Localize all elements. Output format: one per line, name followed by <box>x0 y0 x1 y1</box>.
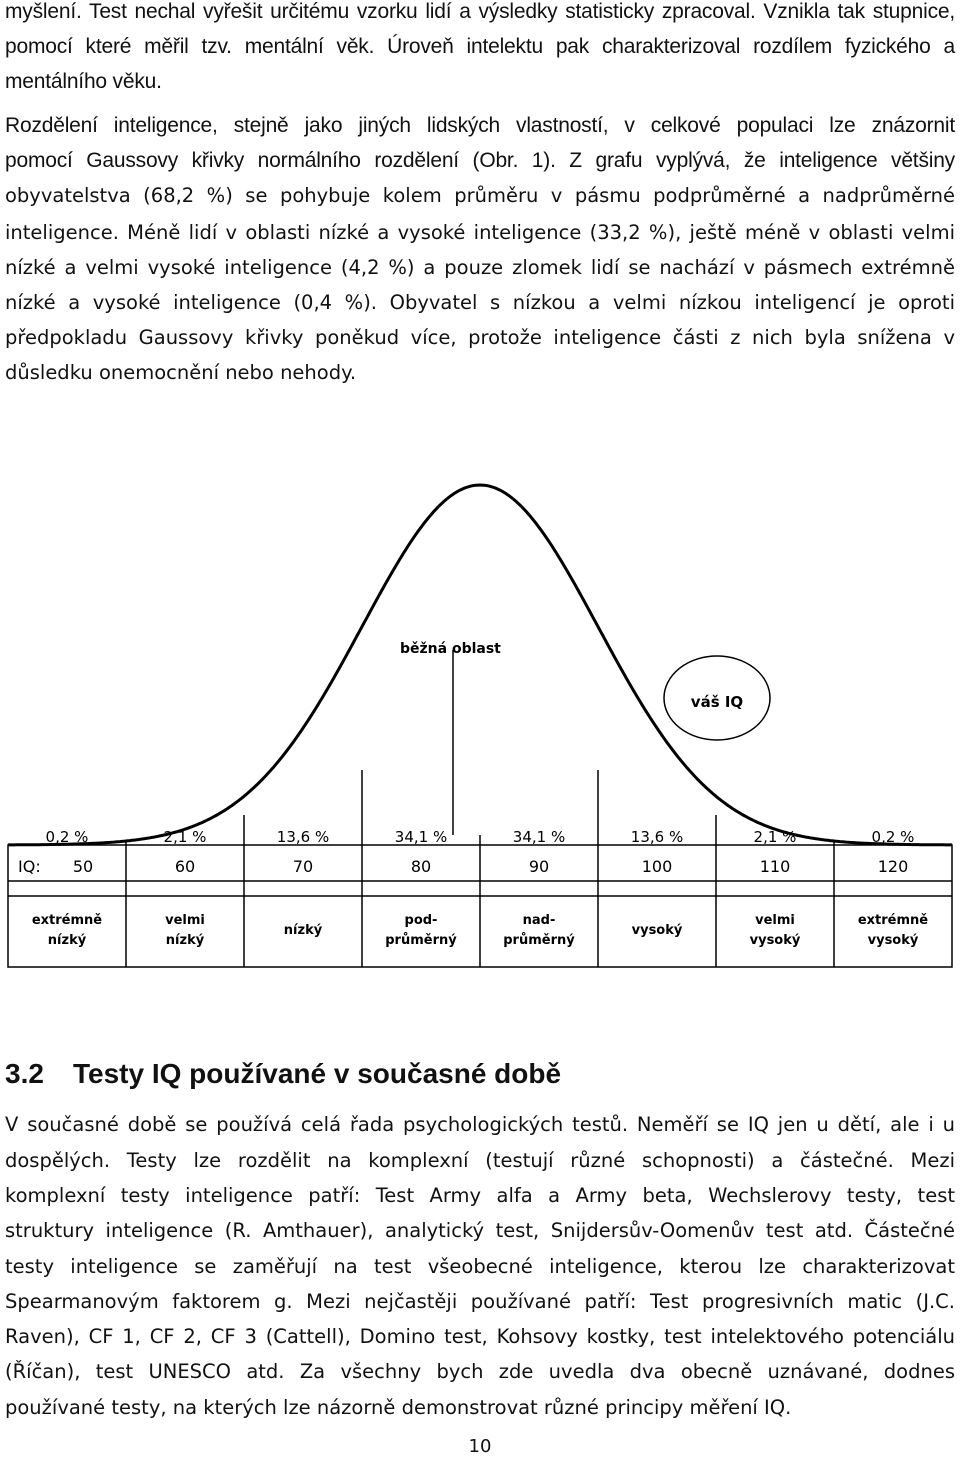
paragraph-line: komplexní testy inteligence patří: Test Army alfa a Army beta, Wechslerovy testy, test <box>5 1184 955 1207</box>
iq-value-label: 60 <box>174 857 196 876</box>
page-number: 10 <box>468 1436 492 1457</box>
gaussian-curve-figure <box>0 470 960 980</box>
paragraph-line: V současné době se používá celá řada psychologických testů. Neměří se IQ jen u dětí, ale i u <box>5 1113 955 1136</box>
paragraph-line: Rozdělení inteligence, stejně jako jiných lidských vlastností, v celkové populaci lze znázornit <box>5 114 955 137</box>
percentage-label: 13,6 % <box>630 828 684 846</box>
iq-value-label: 80 <box>410 857 432 876</box>
category-label: vysoký <box>749 933 801 948</box>
category-label: průměrný <box>503 933 575 948</box>
category-label: vysoký <box>867 933 919 948</box>
section-heading <box>5 1058 561 1090</box>
paragraph-line: používané testy, na kterých lze názorně demonstrovat různé principy měření IQ. <box>5 1396 792 1419</box>
category-label: velmi <box>165 913 205 928</box>
category-label: nízký <box>283 923 323 938</box>
paragraph-line: dospělých. Testy lze rozdělit na komplexní (testují různé schopnosti) a částečné. Mezi <box>5 1149 955 1172</box>
figure-grid <box>8 770 952 967</box>
intro-line: pomocí které měřil tzv. mentální věk. Úroveň intelektu pak charakterizoval rozdílem fyzického a <box>5 35 955 58</box>
category-label: pod- <box>404 913 438 928</box>
percentage-label: 0,2 % <box>45 828 89 846</box>
iq-value-label: 50 <box>72 857 94 876</box>
iq-value-label: 110 <box>759 857 791 876</box>
intro-line: mentálního věku. <box>5 70 162 93</box>
iq-value-label: 100 <box>641 857 673 876</box>
paragraph-line: struktury inteligence (R. Amthauer), analytický test, Snijdersův-Oomenův test atd. Částečné <box>5 1219 955 1242</box>
paragraph-line: (Říčan), test UNESCO atd. Za všechny bych zde uvedla dva obecně uznávané, dodnes <box>5 1360 955 1383</box>
percentage-label: 34,1 % <box>394 828 448 846</box>
percentage-label: 13,6 % <box>276 828 330 846</box>
iq-value-label: 120 <box>877 857 909 876</box>
iq-prefix-label: IQ: <box>18 857 41 876</box>
category-label: nad- <box>522 913 556 928</box>
category-label: průměrný <box>385 933 457 948</box>
paragraph-line: nízké a velmi vysoké inteligence (4,2 %) a pouze zlomek lidí se nachází v pásmech extrémně <box>5 256 955 279</box>
your-iq-label: váš IQ <box>690 693 744 711</box>
paragraph-line: předpokladu Gaussovy křivky poněkud více, protože inteligence části z nich byla snížena v <box>5 326 955 349</box>
paragraph-line: nízké a vysoké inteligence (0,4 %). Obyvatel s nízkou a velmi nízkou inteligencí je oproti <box>5 291 955 314</box>
iq-value-label: 90 <box>528 857 550 876</box>
percentage-label: 2,1 % <box>753 828 797 846</box>
category-label: velmi <box>755 913 795 928</box>
category-label: extrémně <box>31 913 103 928</box>
category-label: nízký <box>47 933 87 948</box>
category-label: nízký <box>165 933 205 948</box>
paragraph-line: Spearmanovým faktorem g. Mezi nejčastěji používané patří: Test progresivních matic (J.C. <box>5 1290 955 1313</box>
section-title: Testy IQ používané v současné době <box>73 1058 562 1089</box>
paragraph-line: testy inteligence se zaměřují na test všeobecné inteligence, kterou lze charakterizovat <box>5 1255 955 1278</box>
percentage-label: 34,1 % <box>512 828 566 846</box>
iq-value-label: 70 <box>292 857 314 876</box>
intro-line: myšlení. Test nechal vyřešit určitému vzorku lidí a výsledky statisticky zpracoval. Vznikla tak stupnice, <box>5 0 955 23</box>
section-number: 3.2 <box>5 1058 44 1089</box>
paragraph-line: pomocí Gaussovy křivky normálního rozdělení (Obr. 1). Z grafu vyplývá, že inteligence většiny <box>5 149 955 172</box>
category-label: vysoký <box>631 923 683 938</box>
common-area-label: běžná oblast <box>400 641 501 657</box>
paragraph-line: důsledku onemocnění nebo nehody. <box>5 361 357 384</box>
percentage-label: 0,2 % <box>871 828 915 846</box>
paragraph-line: Raven), CF 1, CF 2, CF 3 (Cattell), Domino test, Kohsovy kostky, test intelektového potenciálu <box>5 1325 955 1348</box>
category-label: extrémně <box>857 913 929 928</box>
percentage-label: 2,1 % <box>163 828 207 846</box>
paragraph-line: inteligence. Méně lidí v oblasti nízké a vysoké inteligence (33,2 %), ještě méně v oblasti velmi <box>5 221 955 244</box>
bell-curve <box>8 485 952 845</box>
paragraph-line: obyvatelstva (68,2 %) se pohybuje kolem průměru v pásmu podprůměrné a nadprůměrné <box>5 184 955 207</box>
